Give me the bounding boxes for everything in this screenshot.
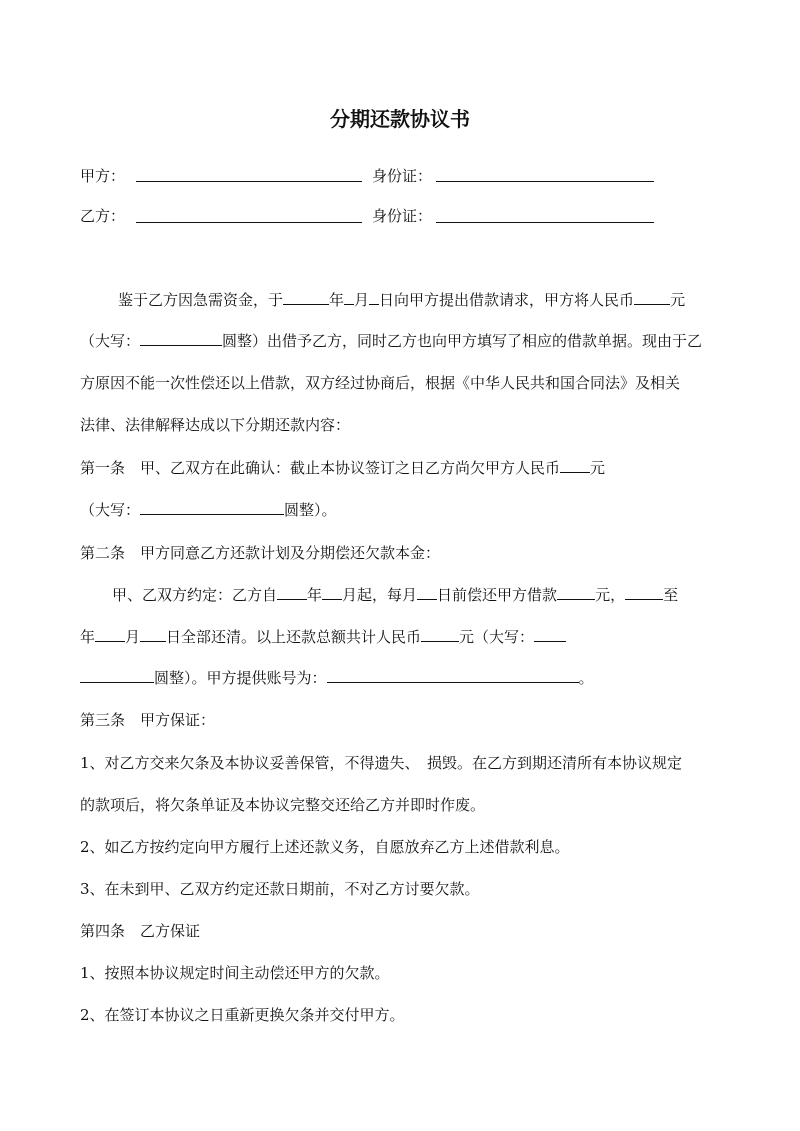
party-a-id-label: 身份证：	[372, 167, 433, 185]
preamble-unit: 元	[670, 291, 686, 309]
owed-amount-blank[interactable]	[560, 458, 590, 473]
article-1-line-1	[80, 458, 605, 478]
article-2-account-label: 圆整）。甲方提供账号为：	[154, 669, 327, 687]
party-b-name-field[interactable]	[136, 222, 362, 223]
article-2-text-3: 日前偿还甲方借款	[437, 586, 558, 604]
article-4-item-1: 1、按照本协议规定时间主动偿还甲方的欠款。	[80, 964, 390, 982]
owed-amount-words-blank[interactable]	[140, 500, 284, 515]
article-4-item-2: 2、在签订本协议之日重新更换欠条并交付甲方。	[80, 1006, 405, 1024]
preamble-text-2: 日向甲方提出借款请求，甲方将人民币	[379, 291, 635, 309]
preamble-month: 月	[354, 291, 370, 309]
party-b-id-field[interactable]	[436, 222, 654, 223]
article-2-unit: 元，	[595, 586, 626, 604]
loan-month-blank[interactable]	[344, 290, 354, 305]
article-4-heading: 第四条 乙方保证	[80, 922, 201, 940]
preamble-daxie: （大写：	[80, 332, 141, 350]
article-2-heading: 第二条 甲方同意乙方还款计划及分期偿还欠款本金：	[80, 544, 441, 562]
monthly-amount-blank[interactable]	[557, 585, 595, 600]
monthly-day-blank[interactable]	[417, 585, 437, 600]
preamble-text-1: 鉴于乙方因急需资金，于	[118, 291, 284, 309]
article-3-heading: 第三条 甲方保证：	[80, 711, 216, 729]
party-b-id-label: 身份证：	[372, 207, 433, 225]
end-day-blank[interactable]	[140, 627, 166, 642]
total-words-blank-2[interactable]	[80, 668, 154, 683]
preamble-year: 年	[329, 291, 345, 309]
article-3-item-1b: 的款项后，将欠条单证及本协议完整交还给乙方并即时作废。	[80, 796, 486, 814]
article-2-line-3	[80, 668, 594, 688]
party-a-label: 甲方：	[80, 167, 126, 185]
loan-amount-blank[interactable]	[634, 290, 670, 305]
document-title: 分期还款协议书	[330, 107, 470, 131]
party-a-name-field[interactable]	[136, 181, 362, 182]
total-words-blank-1[interactable]	[534, 627, 566, 642]
article-2-text-1: 甲、乙双方约定：乙方自	[112, 586, 278, 604]
start-year-blank[interactable]	[277, 585, 307, 600]
end-month-blank[interactable]	[95, 627, 125, 642]
article-2-line-2	[80, 627, 566, 647]
party-b-id-row	[372, 206, 432, 226]
preamble-line-4: 法律、法律解释达成以下分期还款内容：	[80, 416, 351, 434]
party-a-row	[80, 166, 125, 186]
party-a-id-field[interactable]	[436, 181, 654, 182]
party-b-label: 乙方：	[80, 207, 126, 225]
article-2-end: 。	[578, 669, 594, 687]
article-2-end-month: 月	[125, 628, 141, 646]
article-3-item-3: 3、在未到甲、乙双方约定还款日期前，不对乙方讨要欠款。	[80, 880, 480, 898]
party-a-id-row	[372, 166, 432, 186]
article-2-line-1	[112, 585, 678, 605]
end-date-blank[interactable]	[625, 585, 663, 600]
article-1-text: 第一条 甲、乙双方在此确认：截止本协议签订之日乙方尚欠甲方人民币	[80, 459, 561, 477]
article-3-item-2: 2、如乙方按约定向甲方履行上述还款义务，自愿放弃乙方上述借款利息。	[80, 838, 570, 856]
loan-year-blank[interactable]	[283, 290, 329, 305]
start-month-blank[interactable]	[322, 585, 342, 600]
article-1-daxie: （大写：	[80, 501, 141, 519]
article-1-end: 圆整）。	[284, 501, 337, 519]
preamble-line-2	[80, 331, 702, 351]
article-1-unit: 元	[590, 459, 606, 477]
article-2-text-4: 日全部还清。以上还款总额共计人民币	[166, 628, 422, 646]
preamble-text-3: 圆整）出借予乙方，同时乙方也向甲方填写了相应的借款单据。现由于乙	[222, 332, 703, 350]
total-amount-blank[interactable]	[421, 627, 459, 642]
account-number-blank[interactable]	[327, 668, 579, 683]
loan-amount-words-blank[interactable]	[140, 331, 222, 346]
party-b-row	[80, 206, 125, 226]
loan-day-blank[interactable]	[369, 290, 379, 305]
article-2-year: 年	[307, 586, 323, 604]
preamble-line-3: 方原因不能一次性偿还以上借款，双方经过协商后，根据《中华人民共和国合同法》及相关	[80, 374, 681, 392]
article-1-line-2	[80, 500, 337, 520]
preamble-line-1	[118, 290, 685, 310]
article-3-item-1a: 1、对乙方交来欠条及本协议妥善保管，不得遗失、 损毁。在乙方到期还清所有本协议规定	[80, 754, 683, 772]
article-2-end-year: 年	[80, 628, 96, 646]
article-2-text-2: 月起，每月	[342, 586, 418, 604]
article-2-to: 至	[663, 586, 679, 604]
article-2-daxie: 元（大写：	[459, 628, 535, 646]
